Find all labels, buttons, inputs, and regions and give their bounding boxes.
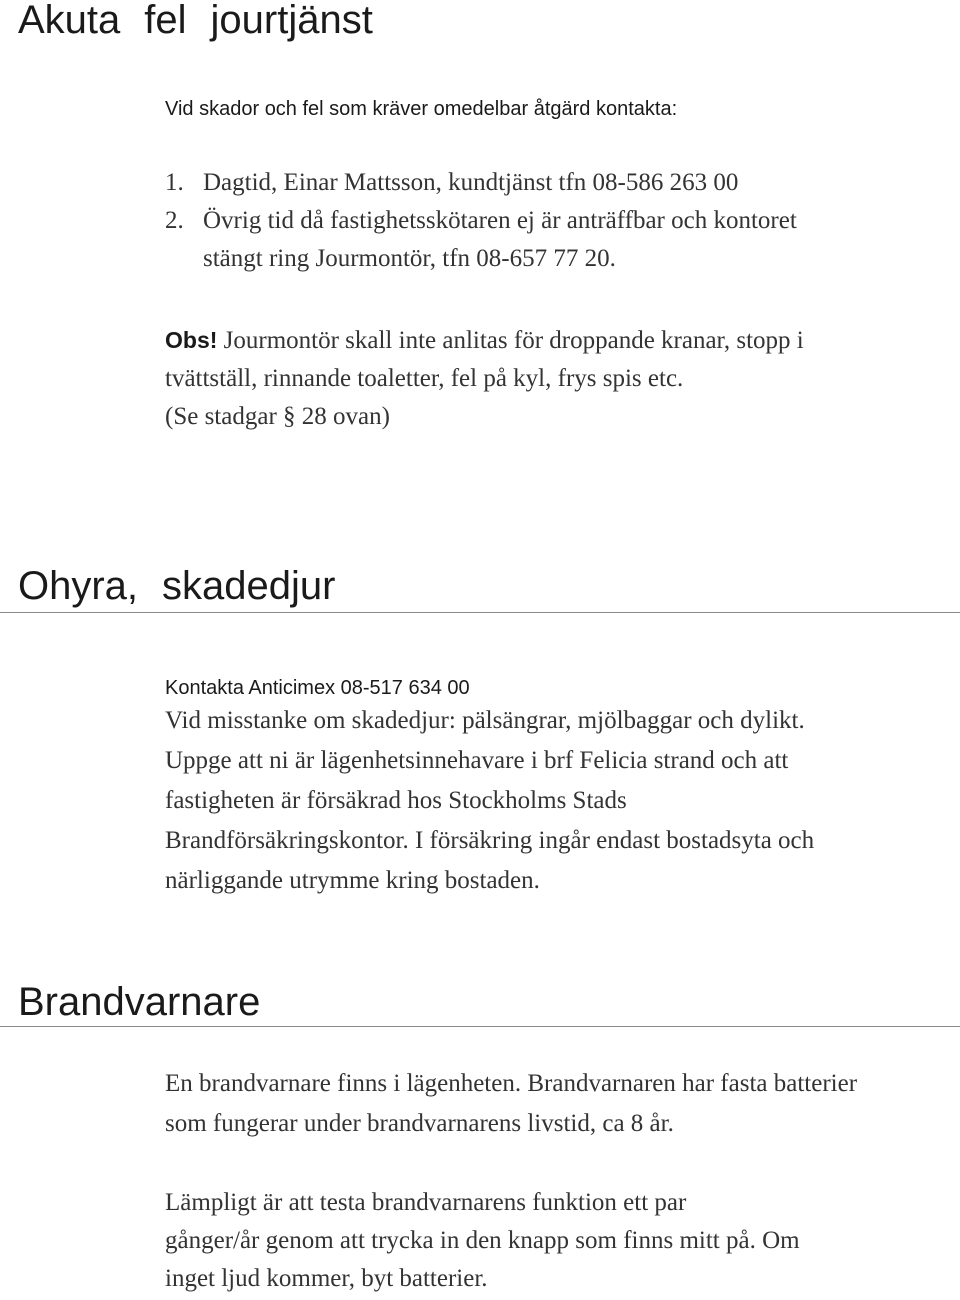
heading-akuta-word3: jourtjänst [210, 0, 373, 42]
ohyra-body [165, 701, 930, 901]
list-item [165, 202, 930, 240]
body-line: En brandvarnare finns i lägenheten. Brandvarnaren har fasta batterier [165, 1070, 858, 1097]
ohyra-contact: Kontakta Anticimex 08-517 634 00 [165, 677, 470, 699]
list-item-continuation: stängt ring Jourmontör, tfn 08-657 77 20. [203, 245, 616, 272]
body-line: Brandförsäkringskontor. I försäkring ingår endast bostadsyta och [165, 827, 815, 854]
section-divider [0, 1026, 960, 1027]
heading-ohyra-word2: skadedjur [162, 564, 336, 608]
body-line: Uppge att ni är lägenhetsinnehavare i brf Felicia strand och att [165, 747, 789, 774]
obs-line: tvättställ, rinnande toaletter, fel på kyl, frys spis etc. [165, 365, 684, 392]
body-line: närliggande utrymme kring bostaden. [165, 867, 540, 894]
brandvarnare-paragraph-1 [165, 1064, 930, 1144]
body-line: Vid misstanke om skadedjur: pälsängrar, mjölbaggar och dylikt. [165, 707, 805, 734]
list-number: 2. [165, 207, 184, 234]
list-number: 1. [165, 169, 184, 196]
list-item-text: Övrig tid då fastighetsskötaren ej är anträffbar och kontoret [203, 207, 797, 234]
obs-label: Obs! [165, 327, 218, 353]
heading-akuta-word2: fel [144, 0, 187, 42]
heading-brandvarnare: Brandvarnare [18, 980, 261, 1024]
heading-akuta-word1: Akuta [18, 0, 121, 42]
body-line: som fungerar under brandvarnarens livstid, ca 8 år. [165, 1110, 674, 1137]
body-line: fastigheten är försäkrad hos Stockholms Stads [165, 787, 627, 814]
obs-line: (Se stadgar § 28 ovan) [165, 403, 390, 430]
list-item-text: Dagtid, Einar Mattsson, kundtjänst tfn 08-586 263 00 [203, 169, 739, 196]
body-line: inget ljud kommer, byt batterier. [165, 1265, 488, 1292]
akuta-contact-list [165, 164, 930, 278]
akuta-obs-note [165, 321, 930, 436]
list-item [165, 164, 930, 202]
obs-line [165, 321, 930, 360]
brandvarnare-paragraph-2 [165, 1184, 930, 1298]
akuta-intro: Vid skador och fel som kräver omedelbar åtgärd kontakta: [165, 98, 678, 120]
body-line: gånger/år genom att trycka in den knapp som finns mitt på. Om [165, 1227, 800, 1254]
heading-ohyra-skadedjur [18, 566, 335, 606]
section-divider [0, 612, 960, 613]
body-line: Lämpligt är att testa brandvarnarens funktion ett par [165, 1189, 687, 1216]
heading-ohyra-word1: Ohyra, [18, 564, 139, 608]
obs-text: Jourmontör skall inte anlitas för droppande kranar, stopp i [217, 327, 804, 354]
heading-akuta-fel-jourtjanst [18, 0, 373, 40]
